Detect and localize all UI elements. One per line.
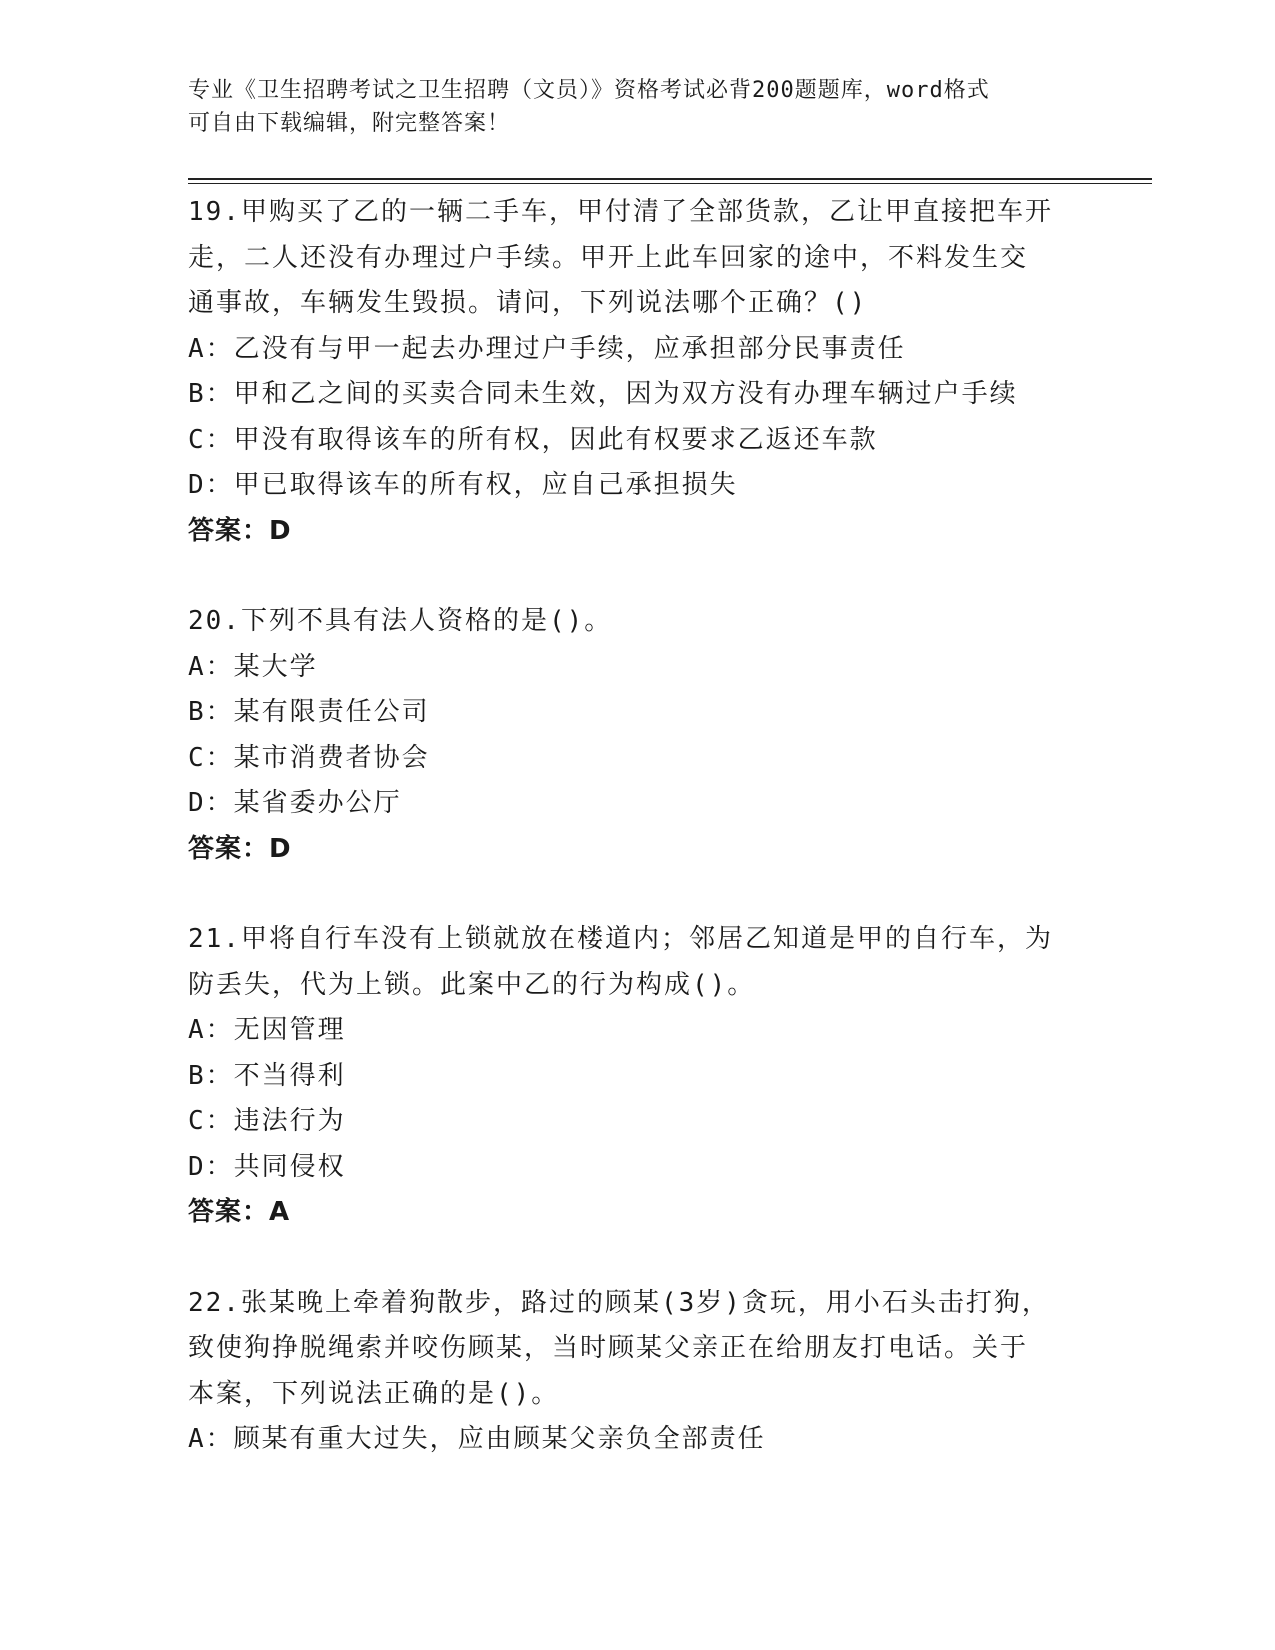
question-text-line: 21.甲将自行车没有上锁就放在楼道内；邻居乙知道是甲的自行车，为 (188, 924, 1053, 954)
question-text-line: 致使狗挣脱绳索并咬伤顾某，当时顾某父亲正在给朋友打电话。关于 (188, 1333, 1029, 1363)
option-b: B：不当得利 (188, 1060, 346, 1091)
option-b: B：甲和乙之间的买卖合同未生效，因为双方没有办理车辆过户手续 (188, 379, 1018, 409)
document-header (188, 74, 1068, 140)
question-19 (188, 190, 1088, 554)
option-a: A：乙没有与甲一起去办理过户手续，应承担部分民事责任 (188, 333, 906, 364)
question-22 (188, 1281, 1088, 1463)
question-text-line: 22.张某晚上牵着狗散步，路过的顾某(3岁)贪玩，用小石头击打狗， (188, 1287, 1050, 1318)
question-21 (188, 917, 1088, 1236)
header-divider-thin (188, 183, 1152, 184)
question-text-line: 走，二人还没有办理过户手续。甲开上此车回家的途中，不料发生交 (188, 242, 1029, 273)
option-c: C：违法行为 (188, 1106, 346, 1136)
option-a: A：无因管理 (188, 1015, 346, 1045)
option-d: D：某省委办公厅 (188, 788, 402, 818)
option-c: C：甲没有取得该车的所有权，因此有权要求乙返还车款 (188, 424, 878, 455)
question-text-line: 本案，下列说法正确的是()。 (188, 1378, 560, 1409)
question-text-line: 通事故，车辆发生毁损。请问，下列说法哪个正确？() (188, 288, 868, 318)
option-d: D：甲已取得该车的所有权，应自己承担损失 (188, 470, 738, 500)
option-b: B：某有限责任公司 (188, 697, 430, 727)
question-text-line: 防丢失，代为上锁。此案中乙的行为构成()。 (188, 969, 756, 1000)
header-line-2: 可自由下载编辑，附完整答案！ (188, 111, 511, 136)
question-text-line: 20.下列不具有法人资格的是()。 (188, 606, 613, 636)
answer: 答案：D (188, 515, 292, 546)
option-a: A：顾某有重大过失，应由顾某父亲负全部责任 (188, 1424, 766, 1454)
option-a: A：某大学 (188, 651, 318, 682)
option-d: D：共同侵权 (188, 1151, 346, 1182)
option-c: C：某市消费者协会 (188, 742, 430, 773)
answer: 答案：A (188, 1197, 291, 1227)
question-list (188, 190, 1088, 1508)
answer: 答案：D (188, 833, 292, 864)
header-divider (188, 178, 1152, 180)
question-text-line: 19.甲购买了乙的一辆二手车，甲付清了全部货款，乙让甲直接把车开 (188, 197, 1053, 227)
question-20 (188, 599, 1088, 872)
header-line-1: 专业《卫生招聘考试之卫生招聘（文员）》资格考试必背200题题库，word格式 (188, 78, 990, 103)
